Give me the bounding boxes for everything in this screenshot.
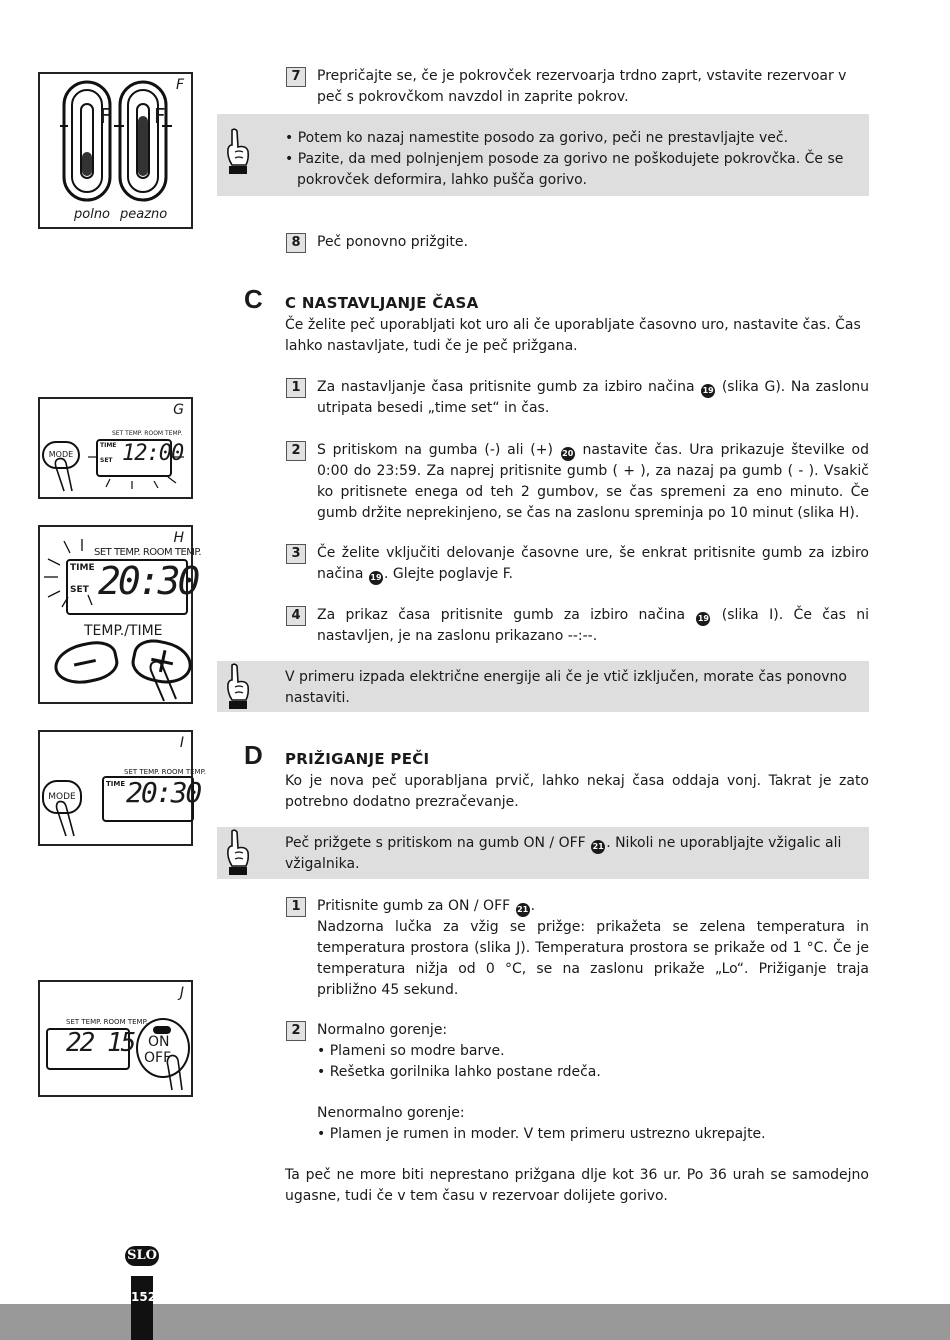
blink-rays <box>88 427 188 491</box>
figure-i <box>38 730 206 846</box>
section-intro: Če želite peč uporabljati kot uro ali če uporabljate časovno uro, nastavite čas. Čas lahko nastavljate, tudi če je peč prižgana. <box>285 317 861 354</box>
lcd-time-value: 20:30 <box>98 559 198 603</box>
closing-paragraph: Ta peč ne more biti neprestano prižgana dlje kot 36 ur. Po 36 urah se samodejno ugasne, tudi če v tem času v rezervoar dolijete gorivo. <box>285 1167 869 1204</box>
figure-letter: G <box>173 402 184 418</box>
mode-button: MODE <box>42 441 80 469</box>
off-label: OFF <box>144 1050 172 1066</box>
abnormal-burning-title: Nenormalno gorenje: <box>317 1105 465 1121</box>
step-number: 7 <box>286 67 306 87</box>
lcd-header: SET TEMP. ROOM TEMP. <box>94 547 202 558</box>
caption-empty: peazno <box>120 207 168 222</box>
note-text-part: . Nikoli ne uporabljajte vžigalic ali vžigalnika. <box>285 835 842 872</box>
section-letter: D <box>244 740 263 770</box>
ref-21: 21 <box>516 903 530 917</box>
step-text-part: Za nastavljanje časa pritisnite gumb za izbiro načina <box>317 379 695 395</box>
pointing-hand-icon <box>225 829 251 879</box>
finger-icon <box>164 1054 190 1092</box>
step-text-part: Pritisnite gumb za ON / OFF <box>317 898 511 914</box>
step-number: 4 <box>286 606 306 626</box>
note-box <box>217 827 869 879</box>
ref-19: 19 <box>701 384 715 398</box>
caption-full: polno <box>74 207 111 222</box>
figure-letter: I <box>179 735 184 751</box>
lcd-temp-values: 22 15 <box>66 1028 135 1058</box>
ref-19: 19 <box>696 612 710 626</box>
ref-21: 21 <box>591 840 605 854</box>
pointing-hand-icon <box>225 128 251 178</box>
step-text <box>317 440 869 524</box>
lcd-header: SET TEMP. ROOM TEMP. <box>66 1018 148 1026</box>
step-number: 2 <box>286 1021 306 1041</box>
finger-icon <box>148 659 184 703</box>
step-number: 3 <box>286 544 306 564</box>
minus-button <box>51 637 122 689</box>
step-text-part: . <box>530 898 536 914</box>
normal-burning-title: Normalno gorenje: <box>317 1022 448 1038</box>
lcd-time-label: TIME <box>106 780 126 788</box>
lcd-time-value: 12:00 <box>122 441 184 466</box>
step-7-text: Prepričajte se, če je pokrovček rezervoarja trdno zaprt, vstavite rezervoar v peč s pokrovčkom navzdol in zaprite pokrov. <box>317 68 847 105</box>
step-text-part: . Glejte poglavje F. <box>383 566 513 582</box>
lcd-time-label: TIME <box>100 442 117 449</box>
ref-20: 20 <box>561 447 575 461</box>
step-text <box>317 605 869 647</box>
lcd-time-value: 20:30 <box>126 776 201 809</box>
figure-letter: H <box>173 530 184 546</box>
note-text: V primeru izpada električne energije ali če je vtič izključen, morate čas ponovno nastaviti. <box>285 669 847 706</box>
step-text-detail: Nadzorna lučka za vžig se prižge: prikažeta se zelena temperatura in temperatura prostora (slika J). Temperatura prostora se prikaže od 1 °C. Če je temperatura nižja od 0 °C, se na zaslonu prikaže „Lo“. Prižiganje traja približno 45 sekund. <box>317 919 869 998</box>
step-text-part: (slika I). Če čas ni nastavljen, je na zaslonu prikazano --:--. <box>317 607 869 644</box>
figure-h <box>38 525 202 704</box>
gauge-label-empty: F <box>154 104 166 128</box>
note-box <box>217 661 869 712</box>
note-bullet: • Pazite, da med polnjenjem posode za gorivo ne poškodujete pokrovčka. Če se pokrovček deformira, lahko pušča gorivo. <box>285 151 844 188</box>
finger-icon <box>52 457 86 493</box>
note-text-part: Peč prižgete s pritiskom na gumb ON / OFF <box>285 835 586 851</box>
language-badge: SLO <box>125 1246 159 1266</box>
pointing-hand-icon <box>225 663 251 713</box>
mode-button: MODE <box>42 780 82 814</box>
page-number-text: 152 <box>131 1290 157 1304</box>
lcd-set-label: SET <box>70 585 89 595</box>
ref-19: 19 <box>369 571 383 585</box>
bullet-item: • Rešetka gorilnika lahko postane rdeča. <box>317 1064 601 1080</box>
section-intro: Ko je nova peč uporabljana prvič, lahko nekaj časa oddaja vonj. Takrat je zato potrebno dodatno prezračevanje. <box>285 773 869 810</box>
bullet-item: • Plameni so modre barve. <box>317 1043 505 1059</box>
step-text-part: (slika G). Na zaslonu utripata besedi „time set“ in čas. <box>317 379 870 416</box>
step-text-part: nastavite čas. Ura prikazuje številke od 0:00 do 23:59. Za naprej pritisnite gumb ( + ), za nazaj pa gumb ( - ). Vsakič ko pritisnete enega od teh 2 gumbov, se čas spremeni za eno minuto. Če gumb držite neprekinjeno, se čas na zaslonu spreminja po 10 minut (slika H). <box>317 442 869 521</box>
note-text <box>285 833 861 875</box>
figure-letter: F <box>175 77 184 93</box>
section-title: C NASTAVLJANJE ČASA <box>285 294 479 312</box>
figure-j <box>38 980 193 1097</box>
lcd-header: SET TEMP. ROOM TEMP. <box>112 430 183 437</box>
fuel-gauge-illustration <box>58 78 178 206</box>
note-box <box>217 114 869 196</box>
step-text-part: Za prikaz časa pritisnite gumb za izbiro načina <box>317 607 686 623</box>
finger-icon <box>54 800 84 840</box>
gauge-label-full: F <box>100 104 112 128</box>
step-number: 1 <box>286 897 306 917</box>
lcd-header: SET TEMP. ROOM TEMP. <box>124 768 206 776</box>
lcd-set-label: SET <box>100 457 113 464</box>
step-number: 8 <box>286 233 306 253</box>
page-number <box>131 1276 157 1340</box>
figure-f <box>38 72 193 229</box>
section-title: PRIŽIGANJE PEČI <box>285 750 430 768</box>
step-number: 2 <box>286 441 306 461</box>
on-label: ON <box>148 1034 170 1050</box>
bullet-item: • Plamen je rumen in moder. V tem primeru ustrezno ukrepajte. <box>317 1126 766 1142</box>
figure-g <box>38 397 193 499</box>
step-text <box>317 543 869 585</box>
step-text-part: Če želite vključiti delovanje časovne ure, še enkrat pritisnite gumb za izbiro načina <box>317 545 869 582</box>
step-text <box>317 896 869 917</box>
section-letter: C <box>244 284 263 314</box>
lcd-time-label: TIME <box>70 563 95 573</box>
step-8-text: Peč ponovno prižgite. <box>317 234 468 250</box>
temp-time-label: TEMP./TIME <box>84 623 163 639</box>
note-bullet: • Potem ko nazaj namestite posodo za gorivo, peči ne prestavljajte več. <box>285 130 789 146</box>
figure-letter: J <box>179 985 184 1001</box>
step-text <box>317 377 869 419</box>
step-text-part: S pritiskom na gumba (-) ali (+) <box>317 442 553 458</box>
step-number: 1 <box>286 378 306 398</box>
